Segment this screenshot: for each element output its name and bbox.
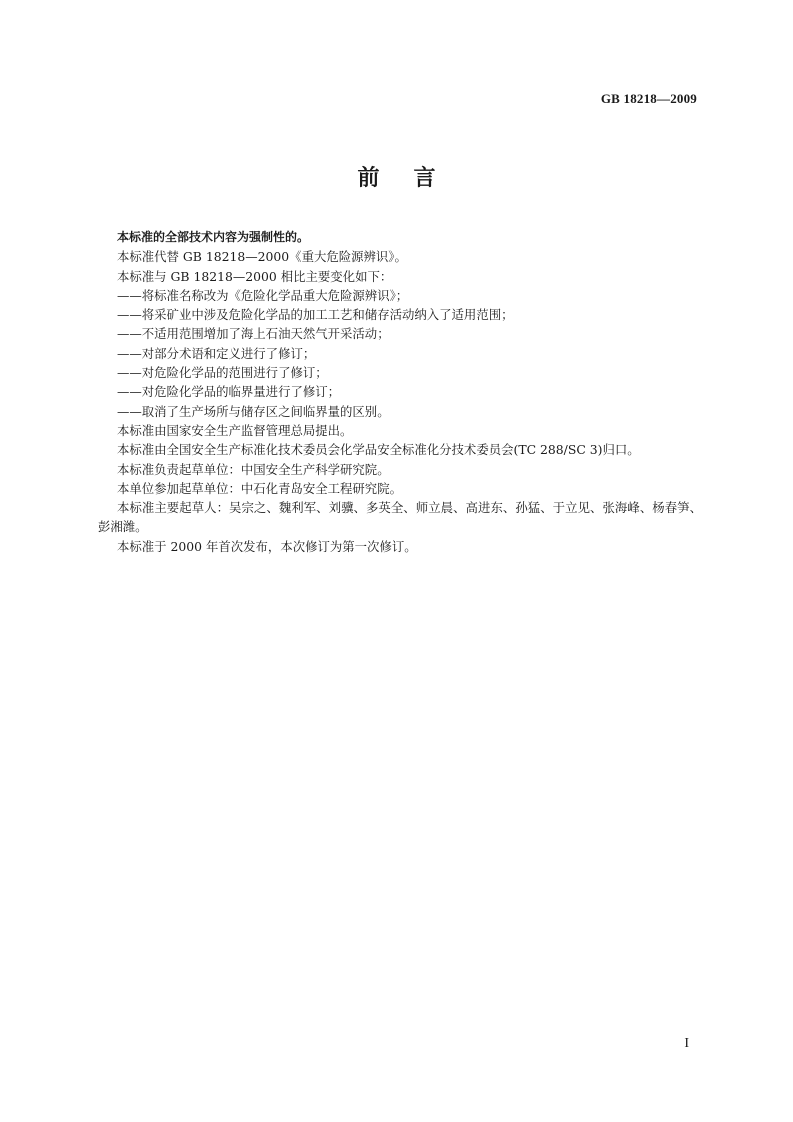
document-body: [98, 228, 702, 556]
change-item: ——对危险化学品的范围进行了修订；: [117, 365, 328, 381]
paragraph-drafting-unit: 本标准负责起草单位：中国安全生产科学研究院。: [117, 461, 390, 477]
change-item: ——将采矿业中涉及危险化学品的加工工艺和储存活动纳入了适用范围；: [117, 307, 514, 323]
paragraph-release-history: 本标准于 2000 年首次发布，本次修订为第一次修订。: [117, 538, 417, 554]
page-number: I: [684, 1036, 689, 1051]
paragraph-technical-committee: 本标准由全国安全生产标准化技术委员会化学品安全标准化分技术委员会(TC 288/SC 3)归口。: [117, 442, 640, 458]
paragraph-drafters: 本标准主要起草人：吴宗之、魏利军、刘骥、多英全、师立晨、高进东、孙猛、于立见、张海峰、杨春笋、彭湘潍。: [98, 500, 702, 535]
paragraph-replaces: 本标准代替 GB 18218—2000《重大危险源辨识》。: [117, 249, 407, 265]
change-item: ——将标准名称改为《危险化学品重大危险源辨识》；: [117, 287, 409, 303]
paragraph-participating-unit: 本单位参加起草单位：中石化青岛安全工程研究院。: [117, 480, 402, 496]
page-title: 前言: [357, 166, 470, 191]
change-item: ——不适用范围增加了海上石油天然气开采活动；: [117, 326, 390, 342]
standard-code: GB 18218—2009: [600, 91, 697, 106]
change-item: ——取消了生产场所与储存区之间临界量的区别。: [117, 403, 390, 419]
paragraph-proposed-by: 本标准由国家安全生产监督管理总局提出。: [117, 422, 353, 438]
paragraph-mandatory-statement: 本标准的全部技术内容为强制性的。: [117, 230, 310, 244]
paragraph-changes-intro: 本标准与 GB 18218—2000 相比主要变化如下：: [117, 268, 393, 284]
change-item: ——对部分术语和定义进行了修订；: [117, 345, 316, 361]
change-item: ——对危险化学品的临界量进行了修订；: [117, 384, 341, 400]
